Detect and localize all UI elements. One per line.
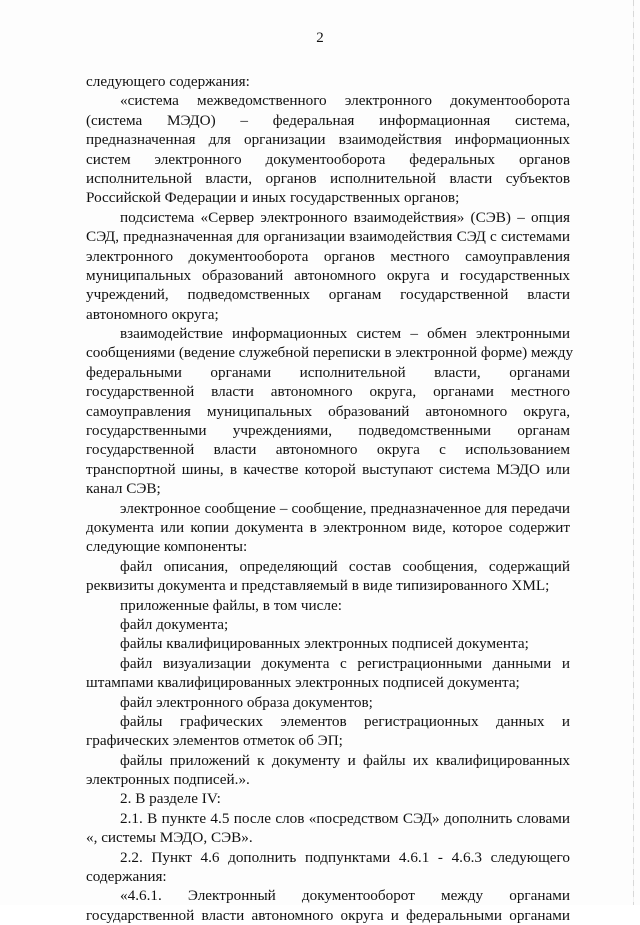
text-line: СЭД, предназначенная для организации взаимодействия СЭД с системами: [86, 228, 570, 246]
text-line: автономного округа;: [86, 305, 219, 323]
text-line: электронных подписей.».: [86, 771, 250, 789]
text-line: штампами квалифицированных электронных подписей документа;: [86, 674, 520, 692]
text-line: государственной власти автономного округа и федеральными органами: [86, 906, 570, 924]
text-line: следующего содержания:: [86, 73, 250, 90]
text-line: самоуправления муниципальных образований автономного округа,: [86, 402, 570, 420]
text-line: 2.2. Пункт 4.6 дополнить подпунктами 4.6.1 - 4.6.3 следующего: [120, 848, 570, 866]
text-line: файлы графических элементов регистрационных данных и: [120, 712, 570, 730]
text-line: следующие компоненты:: [86, 538, 248, 556]
text-line: муниципальных образований автономного округа и государственных: [86, 266, 570, 284]
text-line: электронного документооборота органов местного самоуправления: [86, 247, 570, 265]
text-line: канал СЭВ;: [86, 480, 161, 498]
text-line: «, системы МЭДО, СЭВ».: [86, 829, 253, 847]
text-line: государственной власти автономного округа, органами местного: [86, 383, 570, 401]
text-line: файлы приложений к документу и файлы их квалифицированных: [120, 751, 570, 769]
text-line: транспортной шины, в качестве которой выступают система МЭДО или: [86, 460, 570, 478]
text-line: государственной власти автономного округа с использованием: [86, 441, 570, 459]
text-line: приложенные файлы, в том числе:: [120, 596, 342, 614]
text-line: государственными учреждениями, подведомственными органам: [86, 422, 570, 440]
text-line: Российской Федерации и иных государственных органов;: [86, 189, 460, 207]
text-line: реквизиты документа и представляемый в виде типизированного XML;: [86, 577, 550, 595]
text-line: содержания:: [86, 868, 167, 886]
text-line: взаимодействие информационных систем – обмен электронными: [120, 325, 570, 343]
text-line: систем электронного документооборота федеральных органов: [86, 150, 570, 168]
text-line: файлы квалифицированных электронных подписей документа;: [120, 635, 529, 653]
document-body: [86, 72, 574, 925]
text-line: исполнительной власти, органов исполнительной власти субъектов: [86, 169, 570, 187]
text-line: файл визуализации документа с регистрационными данными и: [120, 654, 570, 672]
text-line: «4.6.1. Электронный документооборот между органами: [120, 887, 570, 905]
text-line: файл электронного образа документов;: [120, 693, 373, 711]
text-line: 2.1. В пункте 4.5 после слов «посредством СЭД» дополнить словами: [120, 809, 570, 827]
text-line: документа или копии документа в электронном виде, которое содержит: [86, 518, 570, 536]
text-line: графических элементов отметок об ЭП;: [86, 732, 343, 750]
text-line: предназначенная для организации взаимодействия информационных: [86, 131, 570, 149]
text-line: (система МЭДО) – федеральная информационная система,: [86, 111, 570, 129]
text-line: подсистема «Сервер электронного взаимодействия» (СЭВ) – опция: [120, 208, 570, 226]
text-line: электронное сообщение – сообщение, предназначенное для передачи: [120, 499, 570, 517]
text-line: учреждений, подведомственных органам государственной власти: [86, 286, 570, 304]
page-number: 2: [316, 30, 324, 46]
text-line: 2. В разделе IV:: [120, 790, 221, 808]
text-line: файл описания, определяющий состав сообщения, содержащий: [120, 557, 570, 575]
text-line: файл документа;: [120, 615, 229, 633]
text-line: сообщениями (ведение служебной переписки в электронной форме) между: [86, 344, 574, 362]
text-line: федеральными органами исполнительной власти, органами: [86, 363, 570, 381]
text-line: «система межведомственного электронного документооборота: [120, 92, 570, 110]
scan-edge: [633, 0, 634, 905]
